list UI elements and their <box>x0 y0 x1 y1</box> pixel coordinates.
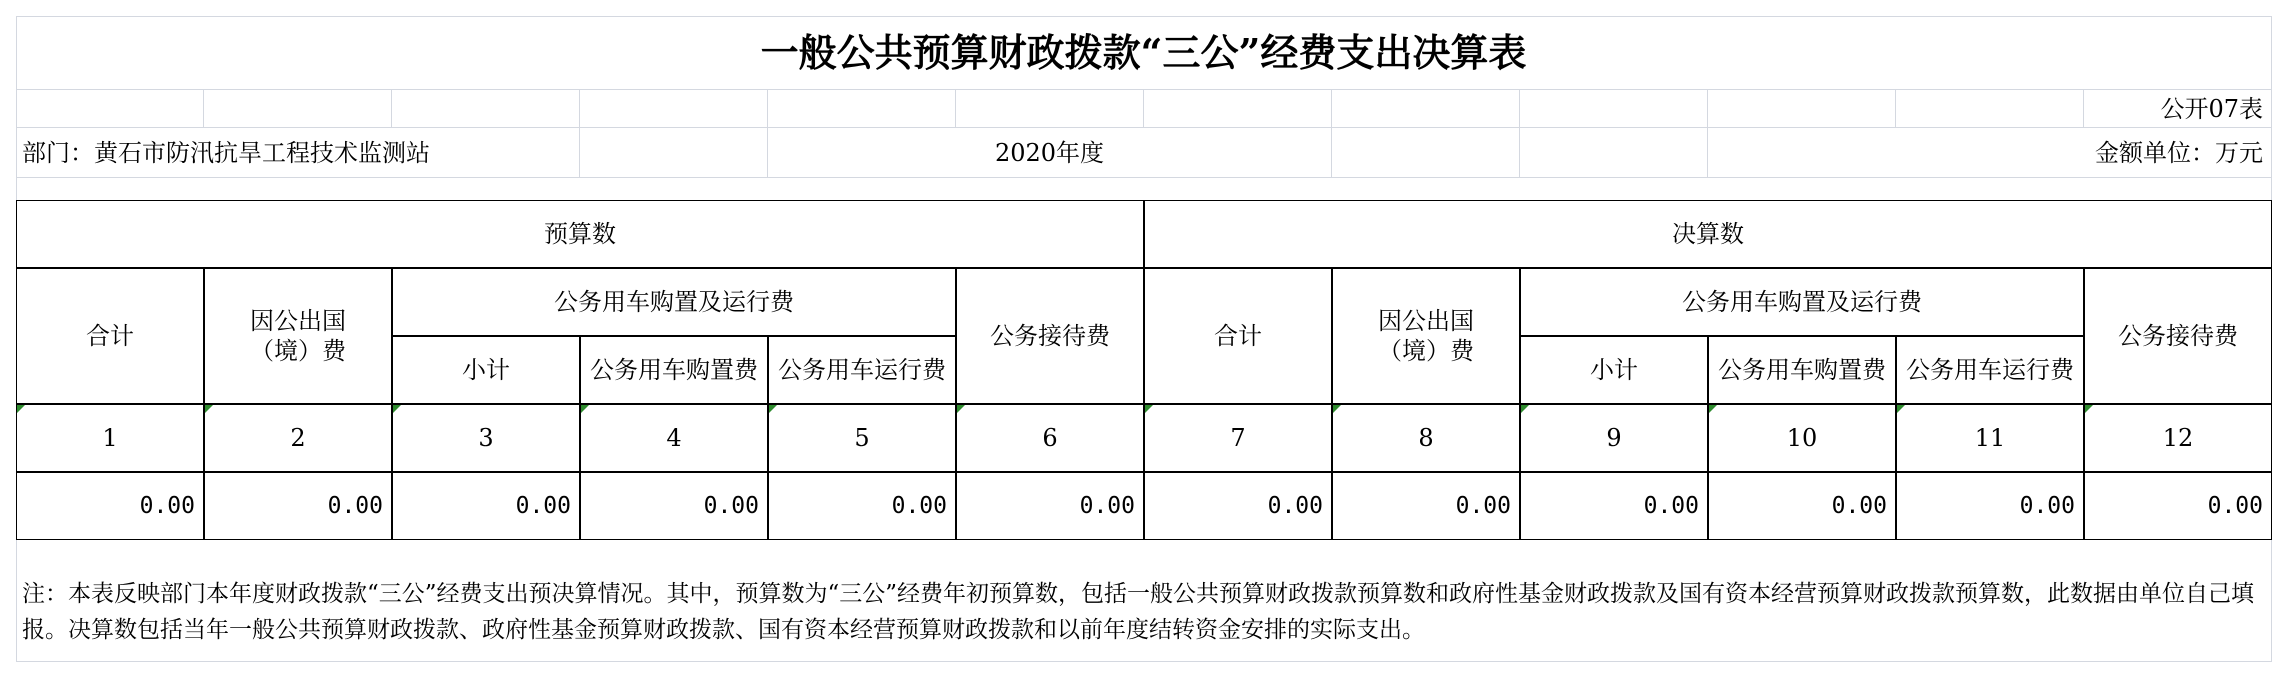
col-number[interactable]: 1 <box>16 404 204 472</box>
department-label: 部门：黄石市防汛抗旱工程技术监测站 <box>16 128 580 178</box>
value-cell[interactable]: 0.00 <box>956 472 1144 540</box>
col-header-subtotal: 小计 <box>392 336 580 404</box>
col-number[interactable]: 9 <box>1520 404 1708 472</box>
grid-cell <box>1332 128 1520 178</box>
col-header-reception: 公务接待费 <box>956 268 1144 404</box>
cell-marker-icon <box>1333 405 1341 413</box>
cell-marker-icon <box>769 405 777 413</box>
grid-cell <box>768 90 956 128</box>
cell-marker-icon <box>1897 405 1905 413</box>
value-cell[interactable]: 0.00 <box>1896 472 2084 540</box>
table-title: 一般公共预算财政拨款“三公”经费支出决算表 <box>16 16 2272 90</box>
col-header-subtotal: 小计 <box>1520 336 1708 404</box>
value-cell[interactable]: 0.00 <box>392 472 580 540</box>
cell-marker-icon <box>1709 405 1717 413</box>
col-number[interactable]: 8 <box>1332 404 1520 472</box>
budget-header: 预算数 <box>16 200 1144 268</box>
col-header-abroad: 因公出国（境）费 <box>204 268 392 404</box>
grid-cell <box>1144 90 1332 128</box>
cell-marker-icon <box>1521 405 1529 413</box>
grid-cell <box>1896 90 2084 128</box>
value-cell[interactable]: 0.00 <box>16 472 204 540</box>
footnote: 注：本表反映部门本年度财政拨款“三公”经费支出预决算情况。其中，预算数为“三公”经费年初预算数，包括一般公共预算财政拨款预算数和政府性基金财政拨款及国有资本经营预算财政拨款预算数，此数据由单位自己填报。决算数包括当年一般公共预算财政拨款、政府性基金预算财政拨款、国有资本经营预算财政拨款和以前年度结转资金安排的实际支出。 <box>22 581 2255 643</box>
col-header-total: 合计 <box>1144 268 1332 404</box>
col-header-reception: 公务接待费 <box>2084 268 2272 404</box>
col-number[interactable]: 11 <box>1896 404 2084 472</box>
unit-label: 金额单位：万元 <box>1708 128 2272 178</box>
col-number[interactable]: 12 <box>2084 404 2272 472</box>
col-number[interactable]: 3 <box>392 404 580 472</box>
form-number: 公开07表 <box>2084 90 2272 128</box>
cell-marker-icon <box>1145 405 1153 413</box>
col-number[interactable]: 2 <box>204 404 392 472</box>
final-header: 决算数 <box>1144 200 2272 268</box>
col-header-total: 合计 <box>16 268 204 404</box>
year-label: 2020年度 <box>768 128 1332 178</box>
col-header-car-run: 公务用车运行费 <box>768 336 956 404</box>
cell-marker-icon <box>957 405 965 413</box>
grid-cell <box>956 90 1144 128</box>
cell-marker-icon <box>205 405 213 413</box>
grid-cell <box>1520 90 1708 128</box>
cell-marker-icon <box>2085 405 2093 413</box>
col-number[interactable]: 6 <box>956 404 1144 472</box>
value-cell[interactable]: 0.00 <box>1520 472 1708 540</box>
col-header-car-run: 公务用车运行费 <box>1896 336 2084 404</box>
value-cell[interactable]: 0.00 <box>580 472 768 540</box>
value-cell[interactable]: 0.00 <box>2084 472 2272 540</box>
value-cell[interactable]: 0.00 <box>1708 472 1896 540</box>
spreadsheet-page <box>16 16 2272 662</box>
col-header-car-purchase: 公务用车购置费 <box>1708 336 1896 404</box>
col-header-car: 公务用车购置及运行费 <box>1520 268 2084 336</box>
col-header-car-purchase: 公务用车购置费 <box>580 336 768 404</box>
col-header-car: 公务用车购置及运行费 <box>392 268 956 336</box>
col-number[interactable]: 5 <box>768 404 956 472</box>
grid-cell <box>392 90 580 128</box>
grid-cell <box>16 90 204 128</box>
grid-cell <box>1708 90 1896 128</box>
col-header-abroad: 因公出国（境）费 <box>1332 268 1520 404</box>
value-cell[interactable]: 0.00 <box>1144 472 1332 540</box>
cell-marker-icon <box>581 405 589 413</box>
col-number[interactable]: 10 <box>1708 404 1896 472</box>
grid-cell <box>1520 128 1708 178</box>
cell-marker-icon <box>393 405 401 413</box>
grid-cell <box>1332 90 1520 128</box>
col-number[interactable]: 7 <box>1144 404 1332 472</box>
grid-cell <box>204 90 392 128</box>
value-cell[interactable]: 0.00 <box>204 472 392 540</box>
cell-marker-icon <box>17 405 25 413</box>
value-cell[interactable]: 0.00 <box>1332 472 1520 540</box>
grid-cell <box>580 90 768 128</box>
grid-cell <box>580 128 768 178</box>
col-number[interactable]: 4 <box>580 404 768 472</box>
value-cell[interactable]: 0.00 <box>768 472 956 540</box>
